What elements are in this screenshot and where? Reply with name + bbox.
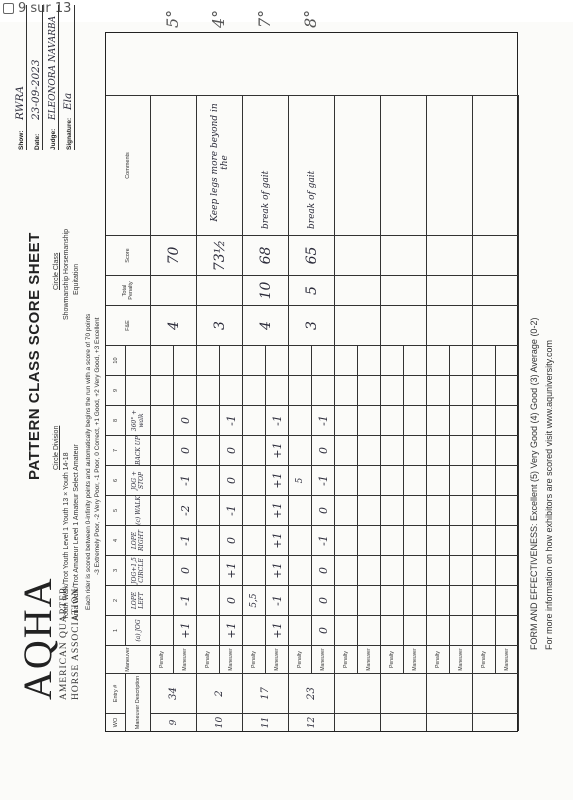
penalty-cell[interactable] [473,525,496,555]
penalty-cell[interactable] [289,555,312,585]
penalty-cell[interactable] [289,345,312,375]
divisions-row2: Ama Walk/Trot Amateur Level 1 Amateur Select Amateur [73,444,80,620]
maneuver-score-cell[interactable]: 0 [220,525,243,555]
maneuver-description[interactable] [126,375,151,405]
maneuver-score-cell[interactable] [404,555,427,585]
penalty-cell[interactable] [243,555,266,585]
signature-value: Ela [62,92,74,110]
score-cell[interactable]: 65 [289,235,335,275]
maneuver-score-cell[interactable]: 0 [174,555,197,585]
maneuver-score-cell[interactable] [174,375,197,405]
table-row-wo[interactable]: 12 [289,713,335,731]
maneuver-score-cell[interactable]: 0 [312,555,335,585]
total-penalty-cell[interactable] [335,275,381,305]
penalty-cell[interactable] [243,345,266,375]
maneuver-score-cell[interactable] [496,405,519,435]
show-info-fields [14,5,78,150]
table-row-entry[interactable]: 34 [151,673,197,713]
penalty-cell[interactable] [427,555,450,585]
maneuver-score-cell[interactable] [450,375,473,405]
penalty-cell[interactable] [289,435,312,465]
show-label: Show: [18,130,25,150]
penalty-label: Penalty [427,645,450,673]
maneuver-score-cell[interactable] [358,615,381,645]
penalty-cell[interactable] [381,525,404,555]
penalty-cell[interactable] [243,405,266,435]
comment-cell[interactable] [381,95,427,235]
maneuver-description[interactable]: JOG + STOP [126,465,151,495]
table-row-entry[interactable]: 2 [197,673,243,713]
fe-cell[interactable]: 4 [151,305,197,345]
show-value: RWRA [14,86,26,120]
penalty-cell[interactable] [335,555,358,585]
table-row-wo[interactable] [381,713,427,731]
margin-note: 4° [209,9,228,28]
penalty-cell[interactable] [197,495,220,525]
maneuver-score-cell[interactable]: 0 [174,435,197,465]
score-cell[interactable]: 68 [243,235,289,275]
maneuver-label: Maneuver [266,645,289,673]
penalty-cell[interactable] [335,525,358,555]
penalty-cell[interactable] [473,375,496,405]
penalty-cell[interactable] [381,435,404,465]
fe-cell[interactable] [473,305,519,345]
maneuver-score-cell[interactable] [358,375,381,405]
penalty-cell[interactable] [197,585,220,615]
fe-cell[interactable]: 3 [289,305,335,345]
maneuver-score-cell[interactable] [312,375,335,405]
penalty-cell[interactable] [427,345,450,375]
comment-cell[interactable] [427,95,473,235]
maneuver-score-cell[interactable]: +1 [266,525,289,555]
maneuver-score-cell[interactable] [174,345,197,375]
penalty-cell[interactable] [197,465,220,495]
penalty-cell[interactable] [151,435,174,465]
show-field[interactable] [14,5,27,150]
fe-cell[interactable] [335,305,381,345]
penalty-cell[interactable] [473,495,496,525]
form-effectiveness-legend: FORM AND EFFECTIVENESS: Excellent (5) Very Good (4) Good (3) Average (0-2) [529,317,539,650]
maneuver-score-cell[interactable] [358,525,381,555]
maneuver-score-cell[interactable]: 0 [220,585,243,615]
penalty-cell[interactable] [427,615,450,645]
penalty-cell[interactable] [473,465,496,495]
penalty-cell[interactable] [381,345,404,375]
table-row-entry[interactable] [473,673,519,713]
maneuver-score-cell[interactable] [450,405,473,435]
score-table [105,32,518,732]
maneuver-score-cell[interactable] [404,525,427,555]
maneuver-score-cell[interactable] [266,375,289,405]
maneuver-description[interactable]: LOPE LEFT [126,585,151,615]
total-penalty-cell[interactable] [151,275,197,305]
maneuver-score-cell[interactable] [496,375,519,405]
table-row-entry[interactable]: 23 [289,673,335,713]
penalty-cell[interactable] [381,465,404,495]
maneuver-number: 1 [106,615,126,645]
comment-cell[interactable] [151,95,197,235]
maneuver-score-cell[interactable] [358,465,381,495]
score-cell[interactable]: 73½ [197,235,243,275]
maneuver-number: 6 [106,465,126,495]
penalty-cell[interactable] [427,585,450,615]
table-row-wo[interactable] [427,713,473,731]
penalty-cell[interactable] [151,405,174,435]
signature-label: Signature: [66,117,73,150]
maneuver-score-cell[interactable] [358,495,381,525]
penalty-cell[interactable] [335,615,358,645]
maneuver-score-cell[interactable] [404,375,427,405]
maneuver-score-cell[interactable] [358,405,381,435]
penalty-cell[interactable] [427,495,450,525]
maneuver-score-cell[interactable] [404,585,427,615]
maneuver-number: 9 [106,375,126,405]
maneuver-score-cell[interactable] [220,345,243,375]
fe-header: F&E [106,305,151,345]
maneuver-label: Maneuver [496,645,519,673]
maneuver-score-cell[interactable] [496,525,519,555]
page-title: PATTERN CLASS SCORE SHEET [26,232,43,480]
penalty-label: Penalty [197,645,220,673]
penalty-cell[interactable] [381,555,404,585]
circle-class-label: Circle Class [53,252,60,290]
maneuver-score-cell[interactable]: +1 [266,495,289,525]
page-label: 9 sur 13 [18,1,72,16]
fe-cell[interactable]: 3 [197,305,243,345]
maneuver-score-cell[interactable]: -1 [312,405,335,435]
description-header: Maneuver Description [126,673,151,731]
penalty-cell[interactable] [197,555,220,585]
maneuver-score-cell[interactable] [450,495,473,525]
penalty-label: Penalty [473,645,496,673]
penalty-cell[interactable] [427,465,450,495]
maneuver-score-cell[interactable] [404,345,427,375]
wo-header: WO [106,713,126,731]
maneuver-score-cell[interactable]: +1 [266,615,289,645]
maneuver-score-cell[interactable]: 0 [220,435,243,465]
penalty-cell[interactable] [473,345,496,375]
penalty-cell[interactable]: 5,5 [243,585,266,615]
maneuver-score-cell[interactable]: 0 [312,585,335,615]
table-row-wo[interactable]: 9 [151,713,197,731]
maneuver-label: Maneuver [174,645,197,673]
penalty-label: Penalty [151,645,174,673]
date-label: Date: [34,133,41,150]
total-penalty-cell[interactable] [381,275,427,305]
maneuver-score-cell[interactable]: +1 [266,465,289,495]
more-info-line: For more information on how exhibitors are scored visit www.aquniversity.com [544,340,554,650]
maneuver-score-cell[interactable] [358,555,381,585]
penalty-cell[interactable] [151,615,174,645]
penalty-cell[interactable] [381,375,404,405]
penalty-cell[interactable]: 5 [289,465,312,495]
penalty-cell[interactable] [335,405,358,435]
circle-division-label: Circle Division [53,425,60,470]
maneuver-description[interactable]: (a) JOG [126,615,151,645]
maneuver-label: Maneuver [358,645,381,673]
penalty-cell[interactable] [427,405,450,435]
maneuver-score-cell[interactable] [450,345,473,375]
maneuver-score-cell[interactable] [404,405,427,435]
scoring-rule-line2: -3 Extremely Poor, -2 Very Poor, -1 Poor, 0 Correct, +1 Good, +2 Very Good, +3 Excellent [94,317,101,575]
maneuver-score-cell[interactable]: -1 [266,405,289,435]
maneuver-score-cell[interactable]: -1 [266,585,289,615]
penalty-cell[interactable] [335,375,358,405]
penalty-label: Penalty [335,645,358,673]
maneuver-score-cell[interactable] [496,345,519,375]
comment-cell[interactable]: Keep legs more beyond in the [197,95,243,235]
maneuver-score-cell[interactable]: 0 [312,435,335,465]
penalty-cell[interactable] [151,345,174,375]
penalty-label: Penalty [289,645,312,673]
penalty-cell[interactable] [197,375,220,405]
maneuver-label: Maneuver [404,645,427,673]
maneuver-score-cell[interactable]: +1 [266,435,289,465]
penalty-label: Penalty [243,645,266,673]
penalty-cell[interactable] [381,585,404,615]
maneuver-score-cell[interactable] [496,435,519,465]
class-row1: Showmanship Horsemanship [63,228,70,320]
maneuver-score-cell[interactable] [404,435,427,465]
maneuver-description[interactable]: 360° + walk [126,405,151,435]
maneuver-score-cell[interactable]: -1 [312,525,335,555]
maneuver-score-cell[interactable] [496,495,519,525]
logo-text: AQHA [15,576,60,700]
maneuver-number: 8 [106,405,126,435]
penalty-cell[interactable] [243,465,266,495]
table-row-entry[interactable] [335,673,381,713]
maneuver-score-cell[interactable] [358,585,381,615]
total-penalty-cell[interactable]: 5 [289,275,335,305]
maneuver-score-cell[interactable]: -1 [312,465,335,495]
table-row-entry[interactable]: 17 [243,673,289,713]
fe-cell[interactable] [381,305,427,345]
table-row-wo[interactable] [473,713,519,731]
comment-cell[interactable] [473,95,519,235]
maneuver-score-cell[interactable] [312,345,335,375]
maneuver-number: 5 [106,495,126,525]
maneuver-score-cell[interactable]: 0 [312,615,335,645]
maneuver-number: 10 [106,345,126,375]
penalty-cell[interactable] [243,435,266,465]
scoring-rule-line1: Each rider is scored between 0-infinity points and automatically begins the run with a score of 70 points [85,313,92,610]
table-row-entry[interactable] [381,673,427,713]
maneuver-score-cell[interactable] [450,435,473,465]
penalty-cell[interactable] [335,465,358,495]
maneuver-score-cell[interactable]: -1 [174,465,197,495]
score-header: Score [106,235,151,275]
maneuver-score-cell[interactable]: 0 [220,465,243,495]
comment-cell[interactable]: break of gait [243,95,289,235]
penalty-cell[interactable] [151,375,174,405]
table-row-wo[interactable] [335,713,381,731]
maneuver-label: Maneuver [220,645,243,673]
penalty-cell[interactable] [289,405,312,435]
table-row-wo[interactable]: 11 [243,713,289,731]
comment-cell[interactable]: break of gait [289,95,335,235]
maneuver-score-cell[interactable]: +1 [220,615,243,645]
maneuver-score-cell[interactable]: -2 [174,495,197,525]
maneuver-score-cell[interactable]: -1 [174,585,197,615]
penalty-cell[interactable] [335,495,358,525]
class-row2: Equitation [73,263,80,295]
margin-note: 7° [255,9,274,28]
comments-header: Comments [106,95,151,235]
divisions-row1: Youth Walk/Trot Youth Level 1 Youth 13 × Youth 14-18 [63,452,70,620]
score-cell[interactable] [381,235,427,275]
maneuver-score-cell[interactable] [450,585,473,615]
penalty-cell[interactable] [151,525,174,555]
maneuver-score-cell[interactable] [404,465,427,495]
penalty-cell[interactable] [151,495,174,525]
maneuver-number: 7 [106,435,126,465]
signature-field[interactable] [62,5,75,150]
maneuver-description[interactable]: JOG+1,5 CIRCLE [126,555,151,585]
penalty-cell[interactable] [197,345,220,375]
penalty-cell[interactable] [151,585,174,615]
penalty-cell[interactable] [473,615,496,645]
comment-cell[interactable] [335,95,381,235]
maneuver-score-cell[interactable]: +1 [266,555,289,585]
table-row-entry[interactable] [427,673,473,713]
penalty-cell[interactable] [197,615,220,645]
maneuver-score-cell[interactable]: +1 [174,615,197,645]
penalty-cell[interactable] [473,405,496,435]
total-penalty-cell[interactable] [427,275,473,305]
maneuver-number: 4 [106,525,126,555]
maneuver-score-cell[interactable] [266,345,289,375]
maneuver-description[interactable]: LOPE RIGHT [126,525,151,555]
penalty-cell[interactable] [151,555,174,585]
maneuver-label: Maneuver [312,645,335,673]
maneuver-score-cell[interactable]: +1 [220,555,243,585]
maneuver-number: 2 [106,585,126,615]
maneuver-score-cell[interactable] [496,465,519,495]
penalty-cell[interactable] [289,525,312,555]
maneuver-score-cell[interactable] [358,345,381,375]
maneuver-score-cell[interactable]: -1 [220,405,243,435]
fe-cell[interactable]: 4 [243,305,289,345]
judge-field[interactable] [46,5,59,150]
maneuver-description[interactable]: (c) WALK [126,495,151,525]
maneuver-score-cell[interactable]: -1 [220,495,243,525]
entry-header: Entry # [106,673,126,713]
association-name-line2: HORSE ASSOCIATION [71,587,81,700]
penalty-cell[interactable] [289,585,312,615]
total-penalty-header: Total Penalty [106,275,151,305]
penalty-cell[interactable] [197,525,220,555]
total-penalty-cell[interactable] [473,275,519,305]
penalty-cell[interactable] [427,435,450,465]
margin-note: 8° [301,9,320,28]
penalty-cell[interactable] [473,555,496,585]
scanned-page [0,9,573,800]
table-row-wo[interactable]: 10 [197,713,243,731]
penalty-cell[interactable] [335,585,358,615]
margin-note: 5° [163,9,182,28]
maneuver-score-cell[interactable]: -1 [174,525,197,555]
penalty-cell[interactable] [289,495,312,525]
penalty-cell[interactable] [197,435,220,465]
penalty-label: Penalty [381,645,404,673]
maneuver-score-cell[interactable] [358,435,381,465]
penalty-cell[interactable] [381,405,404,435]
date-value: 23-09-2023 [30,59,42,120]
score-cell[interactable]: 70 [151,235,197,275]
penalty-cell[interactable] [427,375,450,405]
penalty-cell[interactable] [473,435,496,465]
maneuver-number: 3 [106,555,126,585]
judge-value: ELEONORA NAVARBA [48,15,58,120]
score-cell[interactable] [427,235,473,275]
penalty-cell[interactable] [427,525,450,555]
penalty-cell[interactable] [243,525,266,555]
total-penalty-cell[interactable] [197,275,243,305]
penalty-cell[interactable] [381,495,404,525]
maneuver-score-cell[interactable]: 0 [174,405,197,435]
penalty-cell[interactable] [381,615,404,645]
maneuver-score-cell[interactable] [496,555,519,585]
penalty-cell[interactable] [243,375,266,405]
maneuver-score-cell[interactable] [220,375,243,405]
maneuver-description[interactable] [126,345,151,375]
penalty-cell[interactable] [335,435,358,465]
penalty-cell[interactable] [151,465,174,495]
penalty-cell[interactable] [243,495,266,525]
maneuver-score-cell[interactable] [404,615,427,645]
maneuver-score-cell[interactable] [450,525,473,555]
fe-cell[interactable] [427,305,473,345]
total-penalty-cell[interactable]: 10 [243,275,289,305]
maneuver-description[interactable]: BACK UP [126,435,151,465]
association-name-line1: AMERICAN QUARTER [59,586,69,700]
maneuver-score-cell[interactable] [450,555,473,585]
penalty-cell[interactable] [473,585,496,615]
maneuver-score-cell[interactable] [404,495,427,525]
score-cell[interactable] [335,235,381,275]
maneuver-score-cell[interactable]: 0 [312,495,335,525]
maneuver-score-cell[interactable] [450,465,473,495]
penalty-cell[interactable] [197,405,220,435]
date-field[interactable] [30,5,43,150]
penalty-cell[interactable] [335,345,358,375]
penalty-cell[interactable] [289,375,312,405]
penalty-cell[interactable] [243,615,266,645]
maneuver-header: Maneuver [106,645,151,673]
maneuver-score-cell[interactable] [450,615,473,645]
penalty-cell[interactable] [289,615,312,645]
judge-label: Judge: [50,128,57,150]
score-cell[interactable] [473,235,519,275]
maneuver-score-cell[interactable] [496,615,519,645]
maneuver-score-cell[interactable] [496,585,519,615]
maneuver-label: Maneuver [450,645,473,673]
